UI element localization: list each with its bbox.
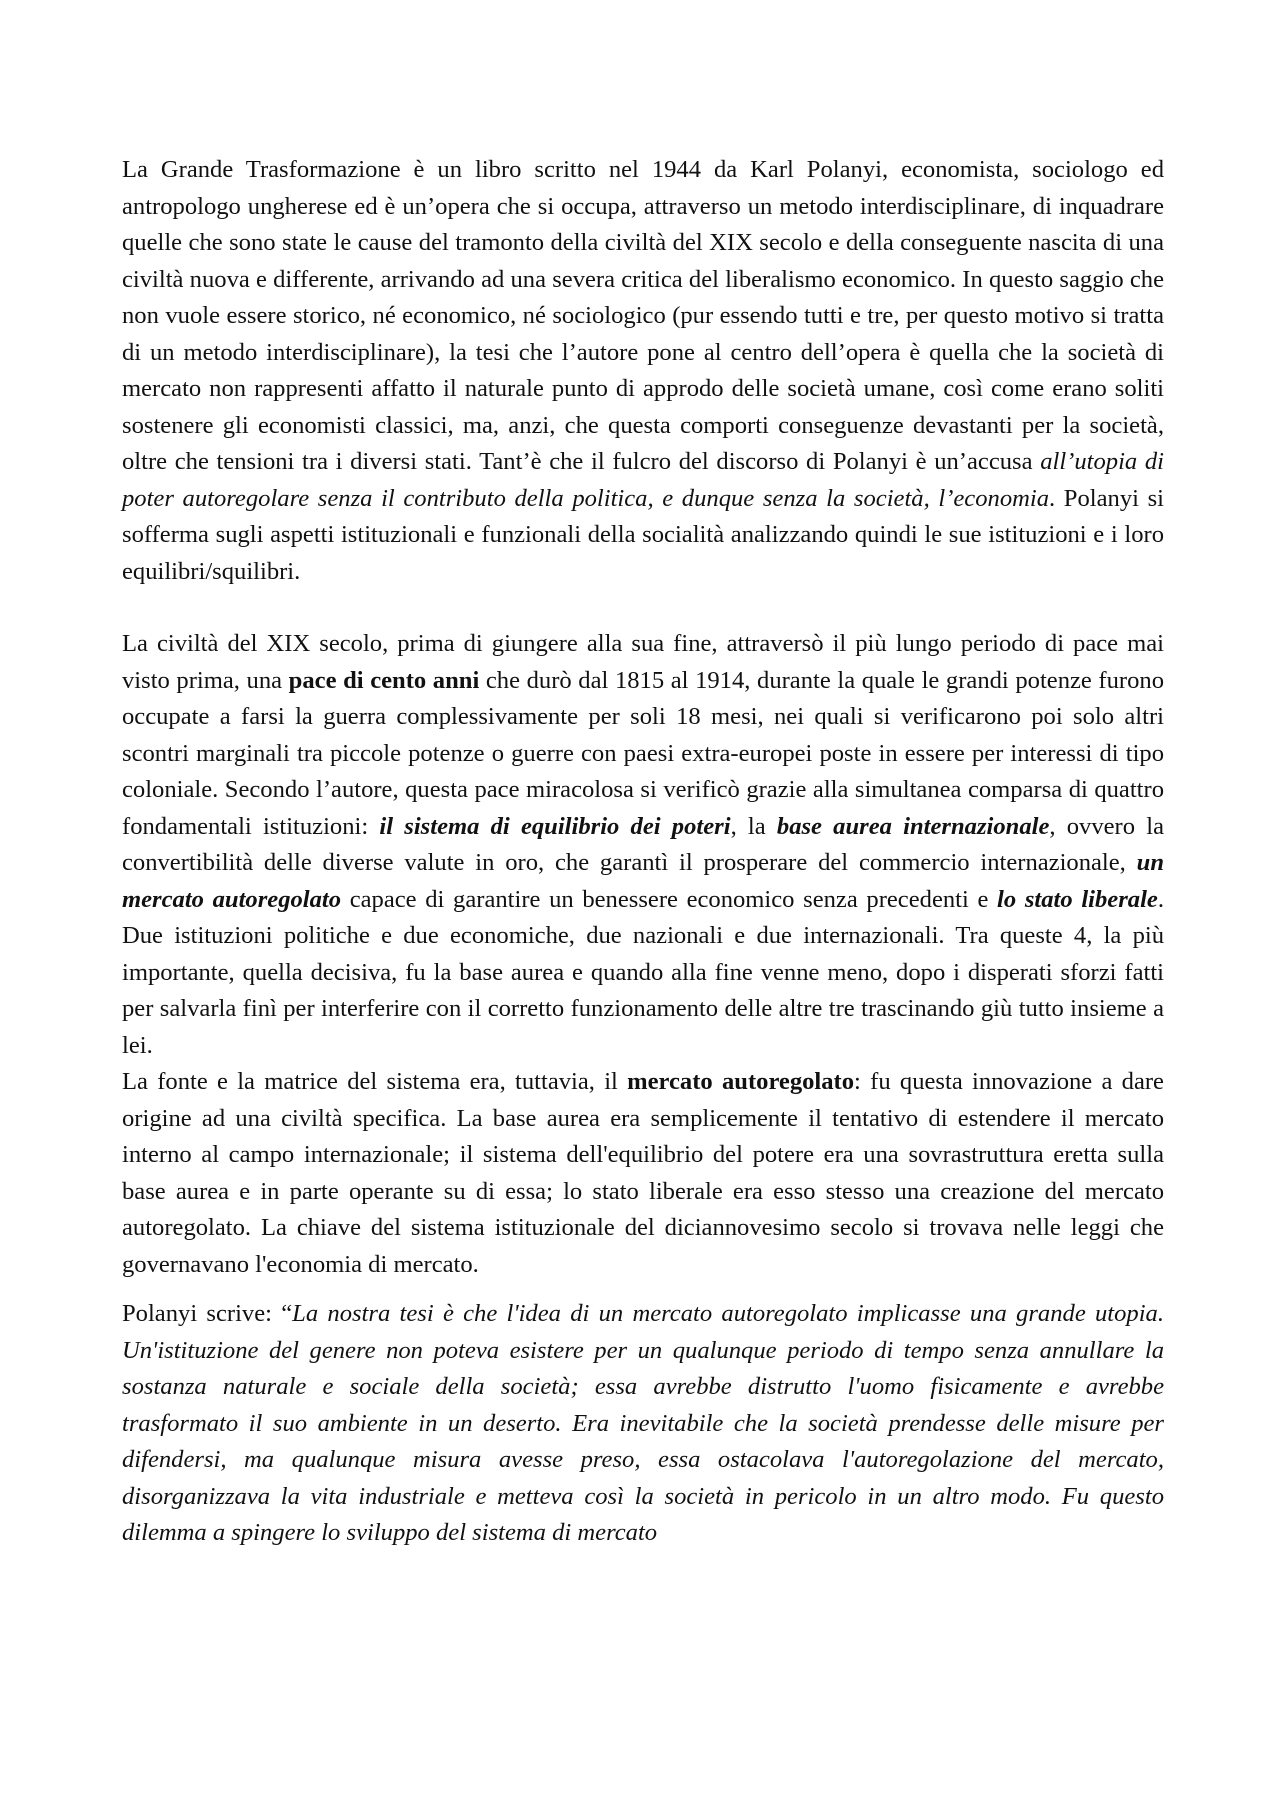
- text-run: , ovvero la convertibilità delle diverse valute in oro, che garantì il prosperare del commercio internazionale,: [122, 812, 1164, 876]
- italic-run: all’utopia di poter autoregolare senza il contributo della politica, e dunque senza la società, l’economia: [122, 448, 1164, 512]
- paragraph-polanyi-quote: [122, 1296, 1164, 1552]
- text-run: Polanyi scrive: “: [122, 1300, 293, 1327]
- text-run: La fonte e la matrice del sistema era, tuttavia, il: [122, 1068, 628, 1095]
- bold-italic-run: [777, 813, 1050, 840]
- text-run: . Due istituzioni politiche e due economiche, due nazionali e due internazionali. Tra queste 4, la più importante, quella decisiva, fu la base aurea e quando alla fine venne meno, dopo i disperati sforzi fatti per salvarla finì per interferire con il corretto funzionamento delle altre tre trascinando giù tutto insieme a lei.: [122, 885, 1164, 1059]
- institution-liberal-state: lo stato liberale: [997, 885, 1158, 913]
- text-run: La civiltà del XIX secolo, prima di giungere alla sua fine, attraversò il più lungo periodo di pace mai visto prima, una: [122, 630, 1164, 694]
- text-run: capace di garantire un benessere economico senza precedenti e: [341, 885, 998, 913]
- bold-run: pace di cento anni: [288, 666, 480, 694]
- quote-run: La nostra tesi è che l'idea di un mercato autoregolato implicasse una grande utopia. Un'istituzione del genere non poteva esistere per un qualunque periodo di tempo senza annullare la sostanza naturale e sociale della società; essa avrebbe distrutto l'uomo fisicamente e avrebbe trasformato il suo ambiente in un deserto. Era inevitabile che la società prendesse delle misure per difendersi, ma qualunque misura avesse preso, essa ostacolava l'autoregolazione del mercato, disorganizzava la vita industriale e metteva così la società in pericolo in un altro modo. Fu questo dilemma a spingere lo sviluppo del sistema di mercato: [122, 1300, 1164, 1546]
- bold-run: mercato autoregolato: [627, 1068, 855, 1095]
- institution-self-regulating-market: un mercato autoregolato: [122, 849, 1164, 913]
- bold-italic-run: [997, 886, 1158, 913]
- text-run: . Polanyi si sofferma sugli aspetti istituzionali e funzionali della socialità analizzando quindi le sue istituzioni e i loro equilibri/squilibri.: [122, 484, 1165, 585]
- paragraph-market-source: [122, 1064, 1164, 1283]
- document-page: [122, 152, 1164, 1552]
- text-run: : fu questa innovazione a dare origine ad una civiltà specifica. La base aurea era semplicemente il tentativo di estendere il mercato interno al campo internazionale; il sistema dell'equilibrio del potere era una sovrastruttura eretta sulla base aurea e in parte operante su di essa; lo stato liberale era esso stesso una creazione del mercato autoregolato. La chiave del sistema istituzionale del diciannovesimo secolo si trovava nelle leggi che governavano l'economia di mercato.: [122, 1068, 1164, 1278]
- text-run: che durò dal 1815 al 1914, durante la quale le grandi potenze furono occupate a farsi la guerra complessivamente per soli 18 mesi, nei quali si verificarono poi solo altri scontri marginali tra piccole potenze o guerre con paesi extra-europei poste in essere per interessi di tipo coloniale. Secondo l’autore, questa pace miracolosa si verificò grazie alla simultanea comparsa di quattro fondamentali istituzioni:: [122, 666, 1164, 840]
- text-run: , la: [730, 812, 777, 840]
- institution-gold-standard: base aurea internazionale: [776, 812, 1050, 840]
- text-run: La Grande Trasformazione è un libro scritto nel 1944 da Karl Polanyi, economista, sociologo ed antropologo ungherese ed è un’opera che si occupa, attraverso un metodo interdisciplinare, di inquadrare quelle che sono state le cause del tramonto della civiltà del XIX secolo e della conseguente nascita di una civiltà nuova e differente, arrivando ad una severa critica del liberalismo economico. In questo saggio che non vuole essere storico, né economico, né sociologico (pur essendo tutti e tre, per questo motivo si tratta di un metodo interdisciplinare), la tesi che l’autore pone al centro dell’opera è quella che la società di mercato non rappresenti affatto il naturale punto di approdo delle società umane, così come erano soliti sostenere gli economisti classici, ma, anzi, che questa comporti conseguenze devastanti per la società, oltre che tensioni tra i diversi stati. Tant’è che il fulcro del discorso di Polanyi è un’accusa: [122, 156, 1164, 475]
- paragraph-intro: [122, 152, 1164, 590]
- bold-italic-run: [379, 813, 730, 840]
- institution-balance-of-power: il sistema di equilibrio dei poteri: [379, 812, 731, 840]
- paragraph-hundred-years-peace: [122, 626, 1164, 1064]
